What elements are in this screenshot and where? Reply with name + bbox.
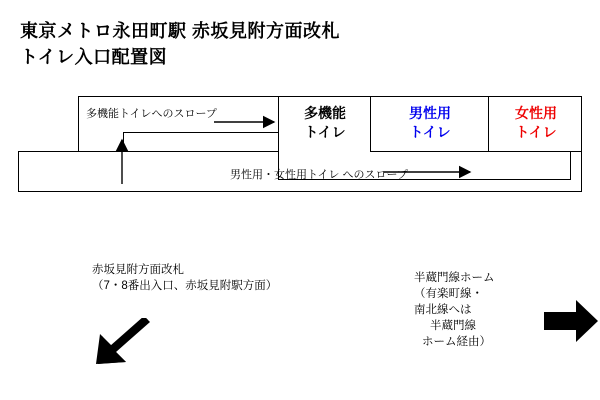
page-title [20,18,580,70]
caption-right-line1: 半蔵門線ホーム [414,272,495,284]
caption-right-line3: 南北線へは [414,304,472,316]
caption-left [92,262,277,294]
room-label-womens-line1: 女性用 [515,105,557,121]
room-label-multipurpose-line2: トイレ [304,124,346,140]
room-label-multipurpose-line1: 多機能 [304,105,346,121]
caption-right-line4: 半蔵門線 [430,320,476,332]
caption-right-line5: ホーム経由） [422,336,491,348]
arrow-down-left-icon [92,318,152,368]
slope-label-multipurpose-text: 多機能トイレへのスロープ [86,108,217,120]
route-arrows [18,96,582,224]
title-line-1: 東京メトロ永田町駅 赤坂見附方面改札 [20,21,340,41]
slope-label-mens-womens-line2: へのスロープ [342,169,408,181]
caption-right [414,270,495,350]
floor-plan [18,96,582,224]
caption-right-line2: （有楽町線・ [414,288,483,300]
slope-label-mens-womens-line1: 男性用・女性用トイレ [230,169,340,181]
room-label-mens-line1: 男性用 [409,105,451,121]
title-line-2: トイレ入口配置図 [20,47,168,67]
caption-left-line1: 赤坂見附方面改札 [92,264,184,276]
room-label-womens-line2: トイレ [515,124,557,140]
caption-left-line2: （7・8番出入口、赤坂見附駅方面） [92,280,278,292]
arrow-right-icon [540,296,600,346]
room-label-mens-line2: トイレ [409,124,451,140]
